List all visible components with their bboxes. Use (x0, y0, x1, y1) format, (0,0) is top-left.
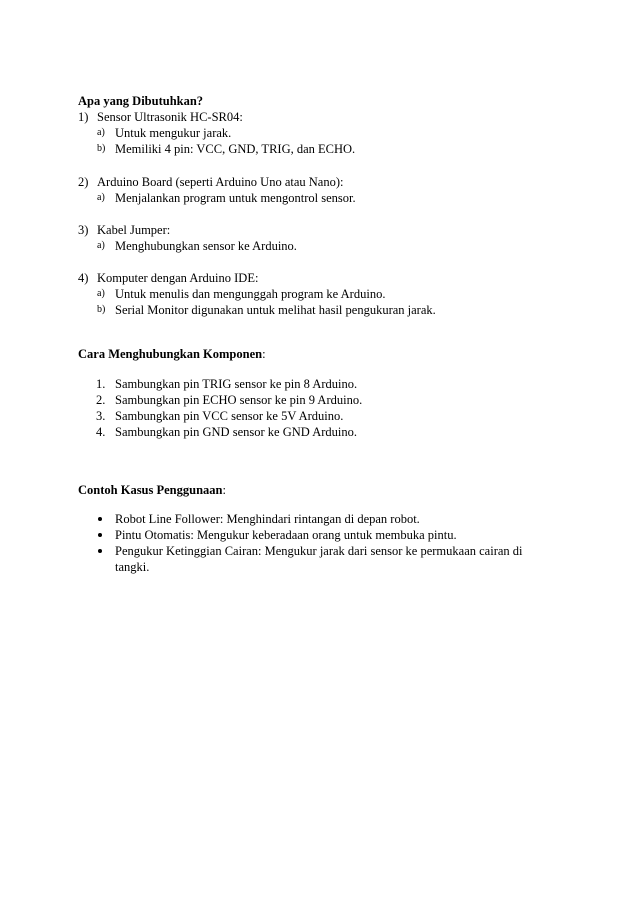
list-item (96, 511, 546, 527)
requirement-number: 2) (78, 175, 89, 189)
step-number: 4. (96, 425, 106, 439)
requirement-subitem (97, 141, 548, 157)
bullet-icon (96, 543, 115, 575)
requirement-item (78, 270, 548, 318)
use-cases-colon: : (222, 483, 226, 497)
requirement-subitem (97, 190, 548, 206)
use-case-text: Robot Line Follower: Menghindari rintangan di depan robot. (115, 512, 420, 526)
requirement-item (78, 174, 548, 206)
use-cases-heading (78, 482, 226, 498)
step-number: 3. (96, 409, 106, 423)
list-item (96, 424, 546, 440)
bullet-icon (96, 511, 115, 527)
requirement-subitem (97, 286, 548, 302)
subitem-text: Menjalankan program untuk mengontrol sensor. (115, 191, 356, 205)
subitem-text: Menghubungkan sensor ke Arduino. (115, 239, 297, 253)
subitem-letter: a) (97, 288, 105, 299)
subitem-text: Untuk mengukur jarak. (115, 126, 232, 140)
requirements-title: Apa yang Dibutuhkan? (78, 94, 204, 108)
step-number: 1. (96, 377, 106, 391)
subitem-letter: b) (97, 304, 106, 315)
use-case-text: Pengukur Ketinggian Cairan: Mengukur jarak dari sensor ke permukaan cairan di tangki. (115, 544, 523, 574)
list-item (96, 376, 546, 392)
subitem-text: Untuk menulis dan mengunggah program ke Arduino. (115, 287, 386, 301)
requirement-text: Sensor Ultrasonik HC-SR04: (97, 110, 243, 124)
step-text: Sambungkan pin GND sensor ke GND Arduino. (115, 425, 357, 439)
requirement-text: Komputer dengan Arduino IDE: (97, 271, 259, 285)
requirement-subitem (97, 238, 548, 254)
list-item (96, 408, 546, 424)
step-text: Sambungkan pin TRIG sensor ke pin 8 Arduino. (115, 377, 358, 391)
subitem-letter: a) (97, 192, 105, 203)
use-cases-title: Contoh Kasus Penggunaan (78, 483, 223, 497)
requirement-number: 1) (78, 110, 89, 124)
connections-title: Cara Menghubungkan Komponen (78, 347, 263, 361)
requirement-item (78, 109, 548, 157)
list-item (96, 392, 546, 408)
requirement-text: Arduino Board (seperti Arduino Uno atau Nano): (97, 175, 344, 189)
use-case-text: Pintu Otomatis: Mengukur keberadaan orang untuk membuka pintu. (115, 528, 457, 542)
subitem-text: Memiliki 4 pin: VCC, GND, TRIG, dan ECHO. (115, 142, 356, 156)
connections-heading (78, 346, 266, 362)
connection-steps-list (96, 376, 546, 440)
requirement-subitem (97, 125, 548, 141)
subitem-letter: a) (97, 127, 105, 138)
requirement-item (78, 222, 548, 254)
list-item (96, 543, 546, 575)
step-number: 2. (96, 393, 106, 407)
use-cases-list (96, 511, 546, 575)
requirement-number: 4) (78, 271, 89, 285)
subitem-letter: b) (97, 143, 106, 154)
list-item (96, 527, 546, 543)
step-text: Sambungkan pin ECHO sensor ke pin 9 Arduino. (115, 393, 363, 407)
bullet-icon (96, 527, 115, 543)
requirement-number: 3) (78, 223, 89, 237)
connections-colon: : (262, 347, 266, 361)
step-text: Sambungkan pin VCC sensor ke 5V Arduino. (115, 409, 344, 423)
subitem-text: Serial Monitor digunakan untuk melihat hasil pengukuran jarak. (115, 303, 436, 317)
subitem-letter: a) (97, 240, 105, 251)
requirement-subitem (97, 302, 548, 318)
requirement-text: Kabel Jumper: (97, 223, 171, 237)
requirements-heading (78, 93, 203, 109)
